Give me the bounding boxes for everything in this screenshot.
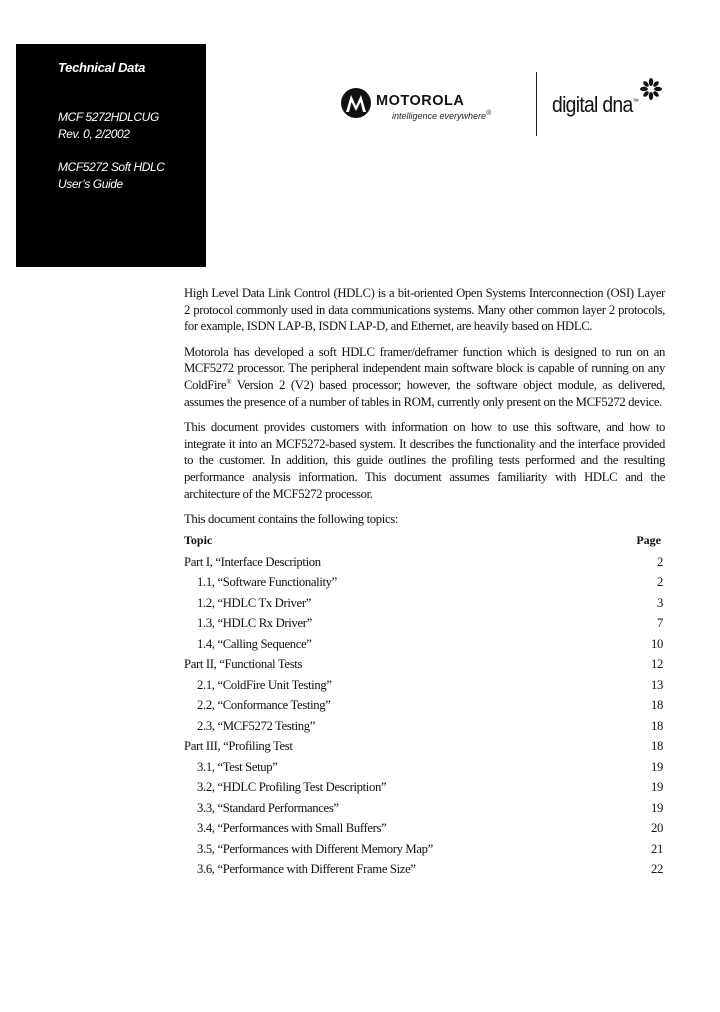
toc-item-label: 1.2, “HDLC Tx Driver” (197, 595, 311, 610)
digital-dna-text: digital dna (552, 92, 633, 117)
toc-item-label: 3.3, “Standard Performances” (197, 800, 339, 815)
overview-paragraph (184, 344, 665, 410)
tagline-text: intelligence everywhere (392, 111, 487, 121)
toc-item[interactable] (184, 779, 665, 800)
toc-item[interactable] (184, 677, 665, 698)
toc-item-page: 22 (651, 862, 663, 877)
motorola-emblem-icon (340, 87, 372, 119)
intro-paragraph: High Level Data Link Control (HDLC) is a bit-oriented Open Systems Interconnection (OSI) Layer 2 protocol commonly used in data communications systems. Many other common layer 2 protocols, for example, ISDN LAP-B, ISDN LAP-D, and Ethernet, are heavily based on HDLC. (184, 286, 665, 334)
motorola-wordmark: MOTOROLA (376, 93, 465, 109)
toc-item-label: 1.3, “HDLC Rx Driver” (197, 616, 312, 631)
toc-item-page: 2 (657, 575, 663, 590)
technical-data-block (16, 44, 206, 267)
guide-title-line2: User’s Guide (58, 177, 123, 191)
toc-item[interactable] (184, 574, 665, 595)
toc-header (184, 532, 665, 554)
toc-item-page: 18 (651, 698, 663, 713)
guide-title-line1: MCF5272 Soft HDLC (58, 160, 165, 174)
toc-item-label: 1.1, “Software Functionality” (197, 575, 337, 590)
dna-asterisk-icon (638, 76, 664, 102)
toc-item[interactable] (184, 697, 665, 718)
toc-item[interactable] (184, 820, 665, 841)
digital-dna-logo (552, 92, 638, 118)
motorola-tagline (392, 111, 491, 121)
overview-text-a: Motorola has developed a soft HDLC framer/deframer function which is designed to run on an MCF5272 processor. The peripheral independent main software block is capable of running on any ColdFire (184, 344, 665, 392)
toc-item-label: 2.3, “MCF5272 Testing” (197, 718, 316, 733)
purpose-paragraph: This document provides customers with information on how to use this software, and how to integrate it into an MCF5272-based system. It describes the functionality and the interface provided to the customer. In addition, this guide outlines the profiling tests performed and the resulting performance analysis information. This document assumes familiarity with HDLC and the architecture of the MCF5272 processor. (184, 420, 665, 501)
toc-item[interactable] (184, 841, 665, 862)
toc-item-page: 10 (651, 636, 663, 651)
toc-item-page: 19 (651, 800, 663, 815)
toc-item[interactable] (184, 718, 665, 739)
logo-divider (536, 72, 537, 136)
toc-item-label: 3.1, “Test Setup” (197, 759, 278, 774)
toc-item-page: 21 (651, 841, 663, 856)
toc-item-label: 3.6, “Performance with Different Frame Size” (197, 862, 416, 877)
toc-item-page: 12 (651, 657, 663, 672)
toc-item-label: 2.2, “Conformance Testing” (197, 698, 331, 713)
toc-item-page: 2 (657, 554, 663, 569)
overview-text-b: Version 2 (V2) based processor; however, the software object module, as delivered, assumes the presence of a number of tables in ROM, currently only present on the MCF5272 device. (184, 377, 665, 409)
toc-item[interactable] (184, 656, 665, 677)
toc-item-page: 18 (651, 739, 663, 754)
toc-item[interactable] (184, 636, 665, 657)
toc-item[interactable] (184, 595, 665, 616)
toc-item-page: 20 (651, 821, 663, 836)
toc-item-label: 3.2, “HDLC Profiling Test Description” (197, 780, 387, 795)
toc-topic-header: Topic (184, 532, 213, 547)
doc-number: MCF 5272HDLCUG (58, 110, 159, 124)
toc-item-label: 1.4, “Calling Sequence” (197, 636, 312, 651)
toc-item[interactable] (184, 800, 665, 821)
toc-item-label: Part I, “Interface Description (184, 554, 321, 569)
table-of-contents (184, 554, 665, 882)
toc-item[interactable] (184, 759, 665, 780)
motorola-logo (340, 84, 520, 126)
toc-item-page: 19 (651, 759, 663, 774)
toc-item[interactable] (184, 615, 665, 636)
toc-item-label: Part II, “Functional Tests (184, 657, 303, 672)
toc-item[interactable] (184, 738, 665, 759)
topics-intro: This document contains the following topics: (184, 512, 398, 527)
toc-item[interactable] (184, 554, 665, 575)
toc-item-page: 7 (657, 616, 663, 631)
toc-item-page: 3 (657, 595, 663, 610)
coldfire-registered-mark: ® (226, 377, 232, 386)
toc-item-label: 2.1, “ColdFire Unit Testing” (197, 677, 332, 692)
digital-dna-tm: ™ (632, 98, 638, 106)
toc-item-label: 3.5, “Performances with Different Memory Map” (197, 841, 433, 856)
toc-item-page: 13 (651, 677, 663, 692)
toc-item-label: 3.4, “Performances with Small Buffers” (197, 821, 387, 836)
toc-page-header: Page (636, 532, 661, 547)
tagline-tm: ® (486, 110, 492, 117)
toc-item-page: 19 (651, 780, 663, 795)
toc-item[interactable] (184, 861, 665, 882)
toc-item-label: Part III, “Profiling Test (184, 739, 293, 754)
doc-revision: Rev. 0, 2/2002 (58, 127, 130, 141)
main-content (184, 285, 665, 882)
toc-item-page: 18 (651, 718, 663, 733)
doc-type-title: Technical Data (58, 60, 146, 75)
